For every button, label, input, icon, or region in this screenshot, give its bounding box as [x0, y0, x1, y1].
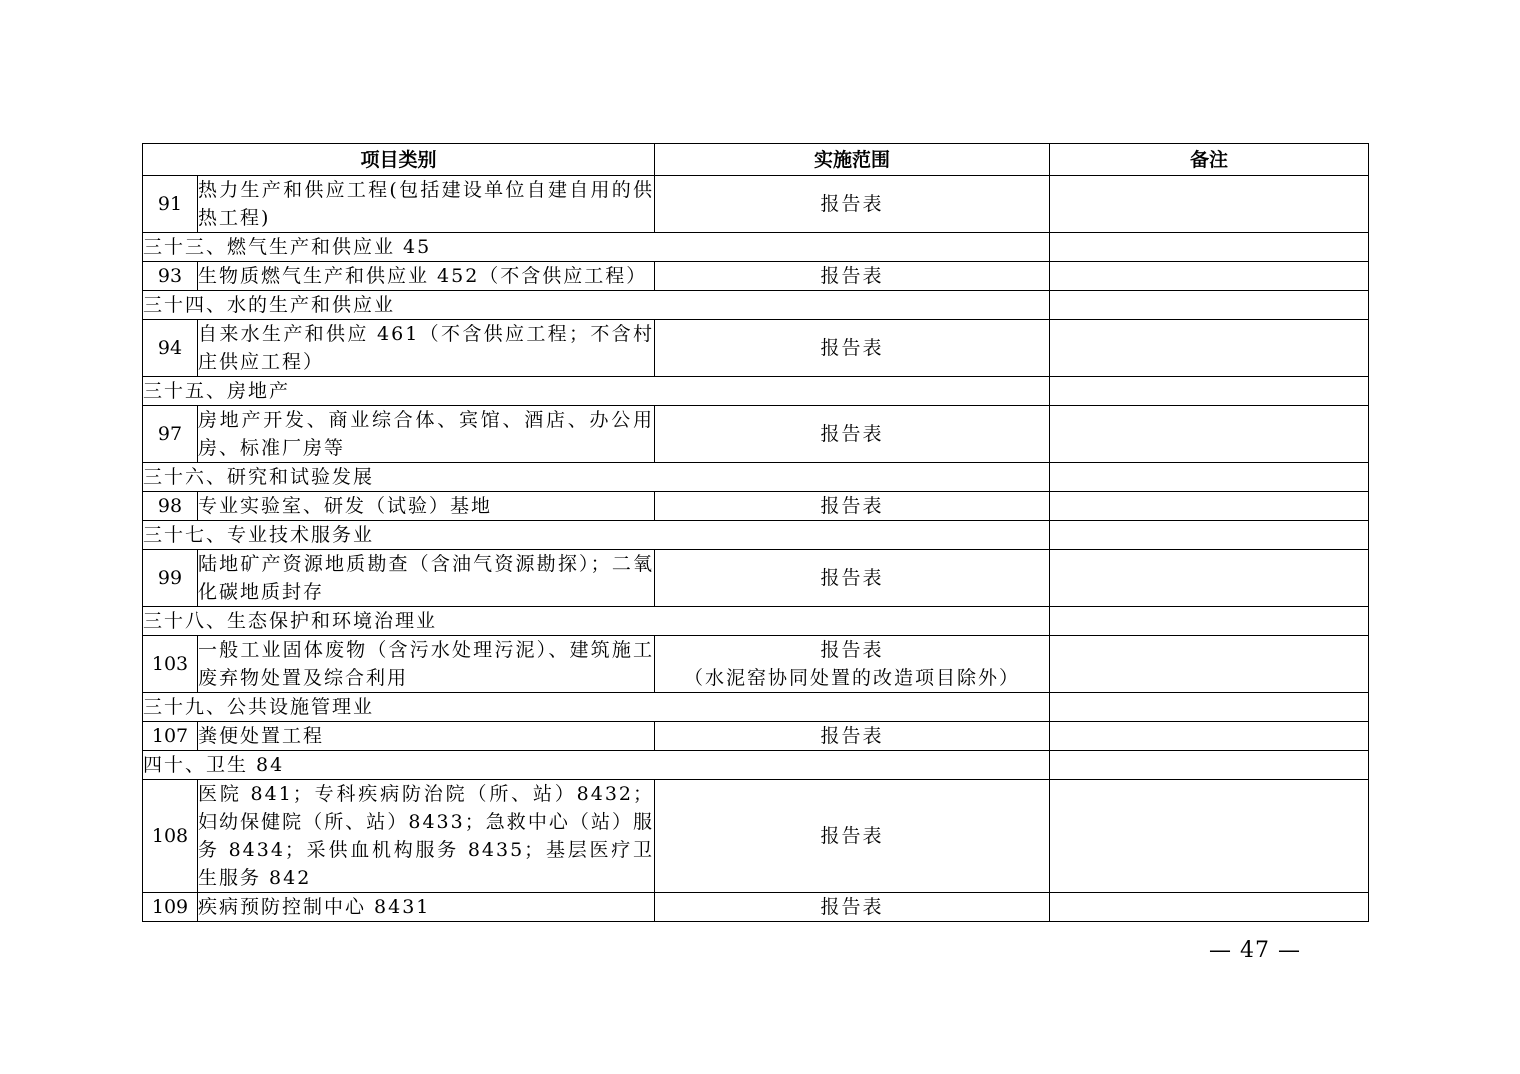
- scope-cell: [655, 722, 1050, 751]
- scope-cell: [655, 550, 1050, 607]
- note-cell: [1050, 463, 1369, 492]
- table-row: [143, 722, 1369, 751]
- item-number: 98: [143, 492, 198, 521]
- note-cell: [1050, 693, 1369, 722]
- scope-cell: [655, 636, 1050, 693]
- item-name: 专业实验室、研发（试验）基地: [198, 492, 655, 521]
- item-number: 93: [143, 262, 198, 291]
- section-title: 三十三、燃气生产和供应业 45: [143, 233, 1050, 262]
- note-cell: [1050, 233, 1369, 262]
- header-category: 项目类别: [143, 144, 655, 176]
- note-cell: [1050, 262, 1369, 291]
- section-title: 三十四、水的生产和供应业: [143, 291, 1050, 320]
- table-row: [143, 262, 1369, 291]
- item-name: 生物质燃气生产和供应业 452（不含供应工程）: [198, 262, 655, 291]
- scope-cell: [655, 320, 1050, 377]
- table-row: [143, 320, 1369, 377]
- scope-cell: [655, 893, 1050, 922]
- item-number: 99: [143, 550, 198, 607]
- item-name: 医院 841；专科疾病防治院（所、站）8432；妇幼保健院（所、站）8433；急救中心（站）服务 8434；采供血机构服务 8435；基层医疗卫生服务 842: [198, 780, 655, 893]
- scope-note-text: （水泥窑协同处置的改造项目除外）: [684, 667, 1021, 689]
- scope-text: 报告表: [820, 265, 884, 287]
- note-cell: [1050, 636, 1369, 693]
- scope-cell: [655, 406, 1050, 463]
- scope-text: 报告表: [820, 193, 884, 215]
- section-row: [143, 521, 1369, 550]
- header-note: 备注: [1050, 144, 1369, 176]
- project-category-table: [142, 143, 1369, 922]
- section-row: [143, 693, 1369, 722]
- item-name: 热力生产和供应工程(包括建设单位自建自用的供热工程): [198, 176, 655, 233]
- scope-text: 报告表: [820, 825, 884, 847]
- item-name: 陆地矿产资源地质勘查（含油气资源勘探）；二氧化碳地质封存: [198, 550, 655, 607]
- item-number: 97: [143, 406, 198, 463]
- note-cell: [1050, 751, 1369, 780]
- scope-text: 报告表: [820, 423, 884, 445]
- note-cell: [1050, 550, 1369, 607]
- page-number: — 47 —: [1209, 938, 1301, 963]
- table-row: [143, 176, 1369, 233]
- section-row: [143, 291, 1369, 320]
- scope-text: 报告表: [820, 896, 884, 918]
- scope-text: 报告表: [820, 337, 884, 359]
- scope-cell: [655, 176, 1050, 233]
- item-name: 疾病预防控制中心 8431: [198, 893, 655, 922]
- note-cell: [1050, 320, 1369, 377]
- scope-text: 报告表: [820, 639, 884, 661]
- item-number: 103: [143, 636, 198, 693]
- item-name: 一般工业固体废物（含污水处理污泥）、建筑施工废弃物处置及综合利用: [198, 636, 655, 693]
- note-cell: [1050, 176, 1369, 233]
- section-row: [143, 607, 1369, 636]
- table-body: [143, 176, 1369, 922]
- note-cell: [1050, 377, 1369, 406]
- section-title: 三十七、专业技术服务业: [143, 521, 1050, 550]
- item-number: 107: [143, 722, 198, 751]
- section-title: 三十九、公共设施管理业: [143, 693, 1050, 722]
- section-title: 三十六、研究和试验发展: [143, 463, 1050, 492]
- item-name: 房地产开发、商业综合体、宾馆、酒店、办公用房、标准厂房等: [198, 406, 655, 463]
- note-cell: [1050, 780, 1369, 893]
- section-title: 三十八、生态保护和环境治理业: [143, 607, 1050, 636]
- section-row: [143, 377, 1369, 406]
- note-cell: [1050, 291, 1369, 320]
- table-row: [143, 893, 1369, 922]
- scope-text: 报告表: [820, 567, 884, 589]
- item-number: 94: [143, 320, 198, 377]
- note-cell: [1050, 893, 1369, 922]
- item-name: 粪便处置工程: [198, 722, 655, 751]
- scope-cell: [655, 780, 1050, 893]
- table-row: [143, 492, 1369, 521]
- table-row: [143, 780, 1369, 893]
- table-row: [143, 550, 1369, 607]
- header-scope: 实施范围: [655, 144, 1050, 176]
- table-row: [143, 406, 1369, 463]
- scope-cell: [655, 492, 1050, 521]
- section-title: 四十、卫生 84: [143, 751, 1050, 780]
- scope-cell: [655, 262, 1050, 291]
- table-header-row: [143, 144, 1369, 176]
- item-number: 109: [143, 893, 198, 922]
- section-row: [143, 463, 1369, 492]
- section-row: [143, 233, 1369, 262]
- scope-text: 报告表: [820, 495, 884, 517]
- note-cell: [1050, 722, 1369, 751]
- note-cell: [1050, 492, 1369, 521]
- section-row: [143, 751, 1369, 780]
- section-title: 三十五、房地产: [143, 377, 1050, 406]
- item-number: 91: [143, 176, 198, 233]
- note-cell: [1050, 406, 1369, 463]
- note-cell: [1050, 607, 1369, 636]
- item-number: 108: [143, 780, 198, 893]
- item-name: 自来水生产和供应 461（不含供应工程；不含村庄供应工程）: [198, 320, 655, 377]
- scope-text: 报告表: [820, 725, 884, 747]
- table-row: [143, 636, 1369, 693]
- note-cell: [1050, 521, 1369, 550]
